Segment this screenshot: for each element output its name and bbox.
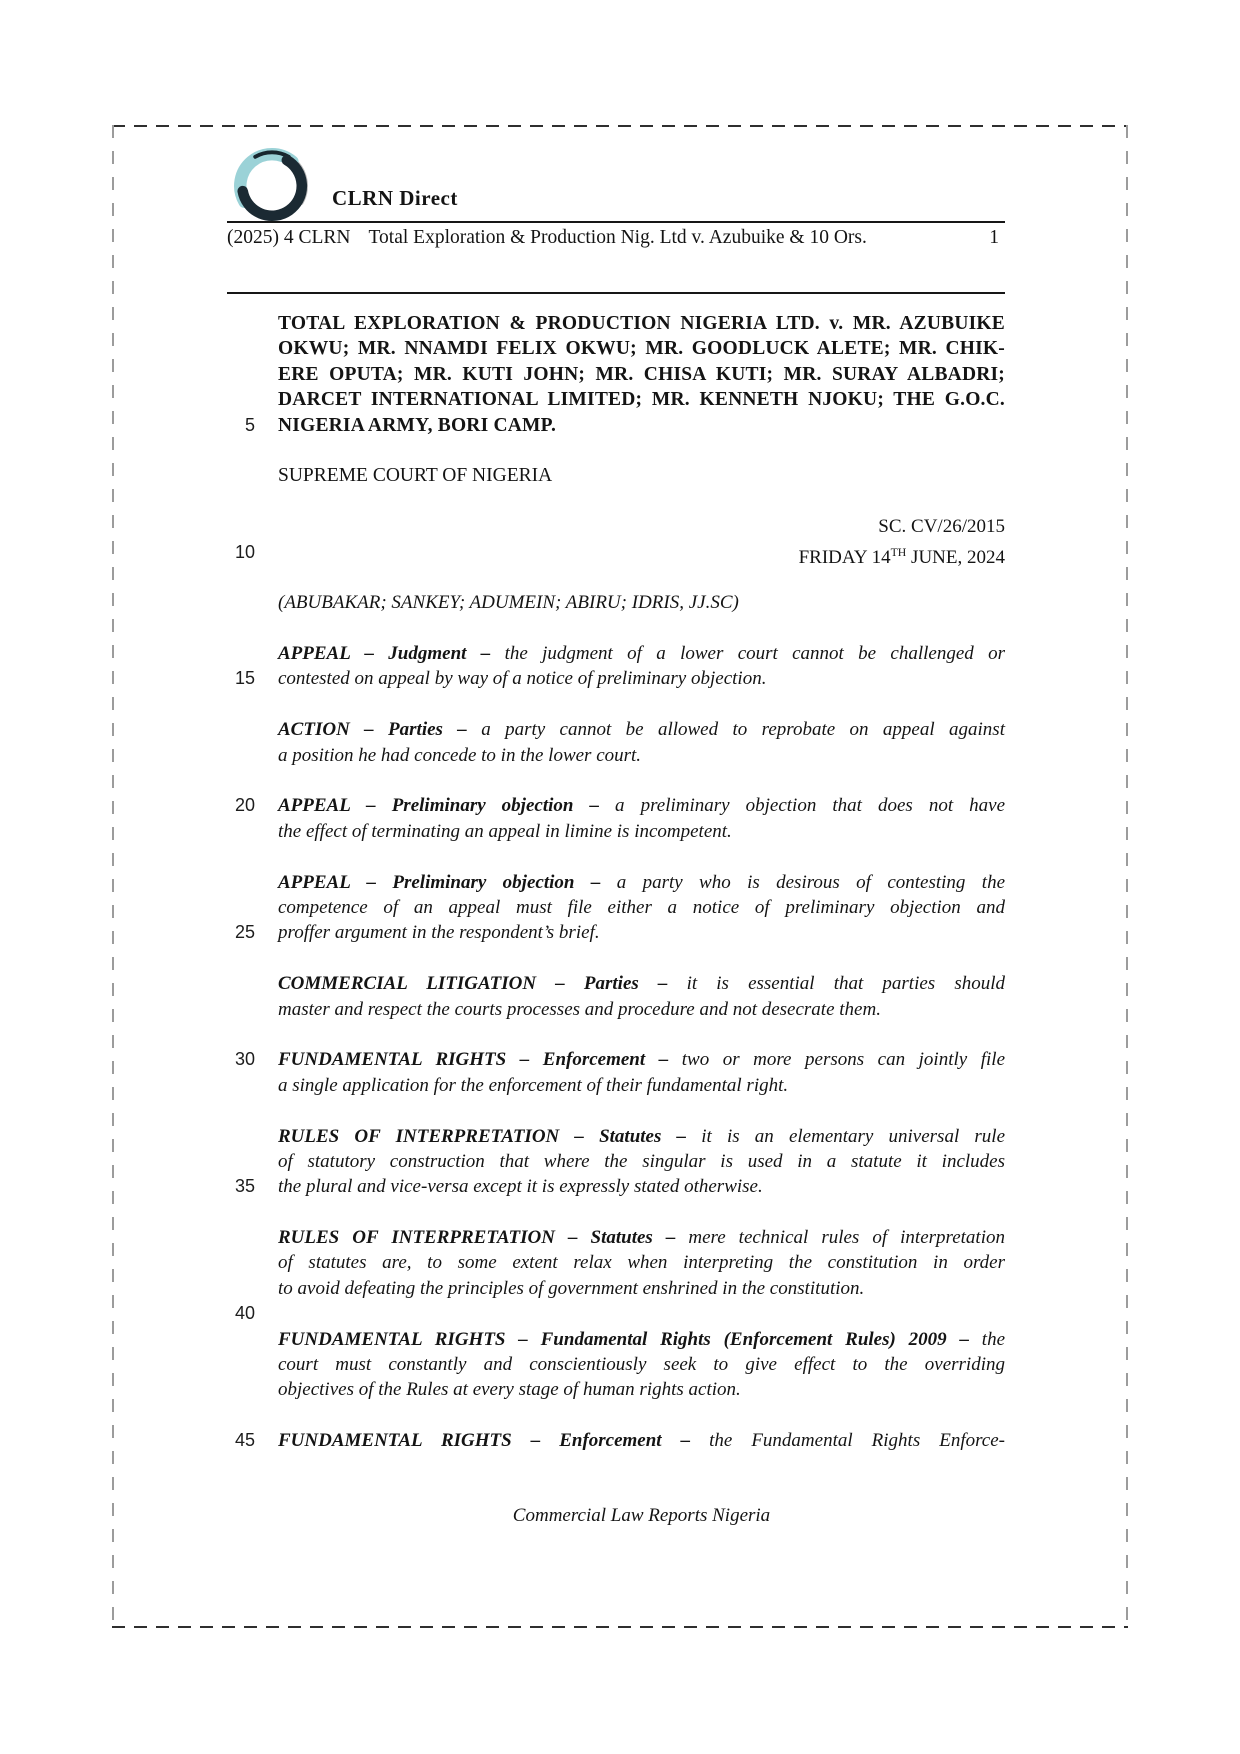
trim-border-right [1126, 125, 1128, 1628]
line-text: master and respect the courts processes and procedure and not desecrate them. [278, 998, 881, 1020]
line-text: APPEAL – Preliminary objection – a party who is desirous of contesting the [278, 871, 1006, 893]
body-line [227, 1403, 1005, 1428]
line-number [227, 1327, 278, 1352]
body-line [227, 1250, 1005, 1275]
line-text: of statutory construction that where the singular is used in a statute it includes [278, 1150, 1005, 1172]
line-text: APPEAL – Preliminary objection – a preliminary objection that does not have [278, 795, 1005, 817]
line-number: 20 [234, 795, 255, 816]
line-text [278, 489, 1005, 514]
line-number [227, 819, 278, 844]
line-number [227, 641, 278, 666]
line-text: the effect of terminating an appeal in limine is incompetent. [278, 820, 732, 842]
body-line [227, 743, 1005, 768]
line-text [278, 692, 1005, 717]
body-line [227, 819, 1005, 844]
line-number [227, 844, 278, 869]
body-line [227, 463, 1005, 488]
line-number [227, 1403, 278, 1428]
line-number [227, 717, 278, 742]
line-text: DARCET INTERNATIONAL LIMITED; MR. KENNETH NJOKU; THE G.O.C. [278, 389, 1005, 411]
line-text [278, 565, 1005, 590]
body-line [227, 1428, 1005, 1453]
line-text [278, 1022, 1005, 1047]
line-text: the plural and vice-versa except it is expressly stated otherwise. [278, 1176, 763, 1198]
line-text [278, 616, 1005, 641]
body-line [227, 920, 1005, 945]
clrn-swirl-logo-icon [222, 136, 322, 232]
line-text: COMMERCIAL LITIGATION – Parties – it is essential that parties should [278, 973, 1006, 995]
line-number [227, 616, 278, 641]
line-number [227, 1377, 278, 1402]
body-line [227, 616, 1005, 641]
line-text: APPEAL – Judgment – the judgment of a lower court cannot be challenged or [278, 643, 1006, 665]
line-number [227, 895, 278, 920]
line-number: 25 [234, 922, 255, 943]
line-number [227, 870, 278, 895]
body-line [227, 997, 1005, 1022]
line-text: contested on appeal by way of a notice of preliminary objection. [278, 668, 767, 690]
body-line [227, 1073, 1005, 1098]
line-number [227, 1073, 278, 1098]
line-number [227, 336, 278, 361]
line-text: a position he had concede to in the lower court. [278, 744, 642, 766]
line-number [227, 971, 278, 996]
body-line [227, 641, 1005, 666]
body-line [227, 1327, 1005, 1352]
trim-border-top [112, 125, 1128, 127]
line-number [227, 463, 278, 488]
brand-name: CLRN Direct [332, 186, 458, 210]
body-line [227, 387, 1005, 412]
line-text: proffer argument in the respondent’s brief. [278, 922, 600, 944]
body-line [227, 793, 1005, 818]
line-text: (ABUBAKAR; SANKEY; ADUMEIN; ABIRU; IDRIS, JJ.SC) [278, 592, 739, 614]
line-number [227, 565, 278, 590]
body-line [227, 1200, 1005, 1225]
body-line [227, 1022, 1005, 1047]
body-line [227, 362, 1005, 387]
citation-volume: (2025) 4 CLRN [227, 227, 351, 248]
line-text: ERE OPUTA; MR. KUTI JOHN; MR. CHISA KUTI; MR. SURAY ALBADRI; [278, 363, 1005, 385]
line-number: 45 [234, 1430, 255, 1451]
line-number [227, 311, 278, 336]
line-text: TOTAL EXPLORATION & PRODUCTION NIGERIA LTD. v. MR. AZUBUIKE [278, 313, 1005, 334]
line-number [227, 1200, 278, 1225]
body-line [227, 768, 1005, 793]
line-number: 35 [234, 1176, 255, 1197]
body-line [227, 895, 1005, 920]
line-text [278, 1403, 1005, 1428]
page-number: 1 [989, 227, 999, 248]
line-text: of statutes are, to some extent relax when interpreting the constitution in order [278, 1252, 1005, 1274]
body-line [227, 1352, 1005, 1377]
line-text: to avoid defeating the principles of government enshrined in the constitution. [278, 1277, 865, 1299]
line-text: competence of an appeal must file either a notice of preliminary objection and [278, 896, 1005, 918]
line-text: RULES OF INTERPRETATION – Statutes – mere technical rules of interpretation [278, 1227, 1005, 1249]
line-number [227, 1276, 278, 1301]
title-rule [227, 292, 1005, 294]
body-line [227, 870, 1005, 895]
line-number [227, 1250, 278, 1275]
line-number [227, 692, 278, 717]
body-line [227, 844, 1005, 869]
body-line [227, 971, 1005, 996]
body-line [227, 565, 1005, 590]
line-number: 15 [234, 668, 255, 689]
line-text: SC. CV/26/2015 [878, 516, 1005, 538]
header-rule [227, 221, 1005, 223]
line-number [227, 514, 278, 539]
line-number [227, 362, 278, 387]
body-line [227, 336, 1005, 361]
line-text: FUNDAMENTAL RIGHTS – Enforcement – two or more persons can jointly file [278, 1049, 1005, 1071]
line-text: NIGERIA ARMY, BORI CAMP. [278, 414, 557, 436]
body-lines [227, 311, 1005, 1454]
line-text: ACTION – Parties – a party cannot be allowed to reprobate on appeal against [278, 719, 1005, 741]
line-text: FUNDAMENTAL RIGHTS – Enforcement – the Fundamental Rights Enforce- [278, 1430, 1005, 1452]
line-number [227, 1022, 278, 1047]
body-line [227, 438, 1005, 463]
line-text [278, 1301, 1005, 1326]
line-number [227, 997, 278, 1022]
line-number [227, 1098, 278, 1123]
running-header [227, 227, 1005, 249]
line-text: a single application for the enforcement of their fundamental right. [278, 1074, 789, 1096]
line-number [227, 387, 278, 412]
body-line [227, 1301, 1005, 1326]
line-number [227, 438, 278, 463]
body-line [227, 489, 1005, 514]
line-number [227, 1225, 278, 1250]
body-line [227, 514, 1005, 539]
line-text [278, 438, 1005, 463]
line-number [227, 768, 278, 793]
line-number: 40 [234, 1303, 255, 1324]
line-number [227, 489, 278, 514]
body-line [227, 1276, 1005, 1301]
case-title-short: Total Exploration & Production Nig. Ltd v. Azubuike & 10 Ors. [368, 227, 867, 248]
line-number [227, 743, 278, 768]
body-line [227, 692, 1005, 717]
body-line [227, 946, 1005, 971]
body-line [227, 1149, 1005, 1174]
running-footer: Commercial Law Reports Nigeria [512, 1505, 771, 1526]
line-text [278, 768, 1005, 793]
line-text: objectives of the Rules at every stage of human rights action. [278, 1379, 741, 1401]
body-line [227, 717, 1005, 742]
line-text [278, 1200, 1005, 1225]
body-line [227, 666, 1005, 691]
line-text [278, 946, 1005, 971]
line-number [227, 590, 278, 615]
body-line [227, 1047, 1005, 1072]
line-number [227, 1352, 278, 1377]
body-line [227, 1124, 1005, 1149]
body-line [227, 1377, 1005, 1402]
body-line [227, 1098, 1005, 1123]
line-number: 10 [234, 541, 255, 562]
body-line [227, 413, 1005, 438]
body-line [227, 540, 1005, 568]
line-text [278, 1098, 1005, 1123]
body-line [227, 1174, 1005, 1199]
trim-border-left [112, 125, 114, 1628]
body-line [227, 1225, 1005, 1250]
body-line [227, 590, 1005, 615]
line-text: FRIDAY 14TH JUNE, 2024 [798, 545, 1005, 568]
line-number [227, 946, 278, 971]
line-number: 5 [244, 414, 255, 435]
line-number [227, 1124, 278, 1149]
body-line [227, 311, 1005, 336]
line-number: 30 [234, 1049, 255, 1070]
line-number [227, 1149, 278, 1174]
line-text: OKWU; MR. NNAMDI FELIX OKWU; MR. GOODLUCK ALETE; MR. CHIK- [278, 338, 1005, 360]
line-text: RULES OF INTERPRETATION – Statutes – it is an elementary universal rule [278, 1125, 1005, 1147]
line-text: FUNDAMENTAL RIGHTS – Fundamental Rights (Enforcement Rules) 2009 – the [278, 1328, 1006, 1350]
line-text: court must constantly and conscientiously seek to give effect to the overriding [278, 1354, 1005, 1376]
trim-border-bottom [112, 1626, 1128, 1628]
line-text: SUPREME COURT OF NIGERIA [278, 465, 553, 487]
line-text [278, 844, 1005, 869]
